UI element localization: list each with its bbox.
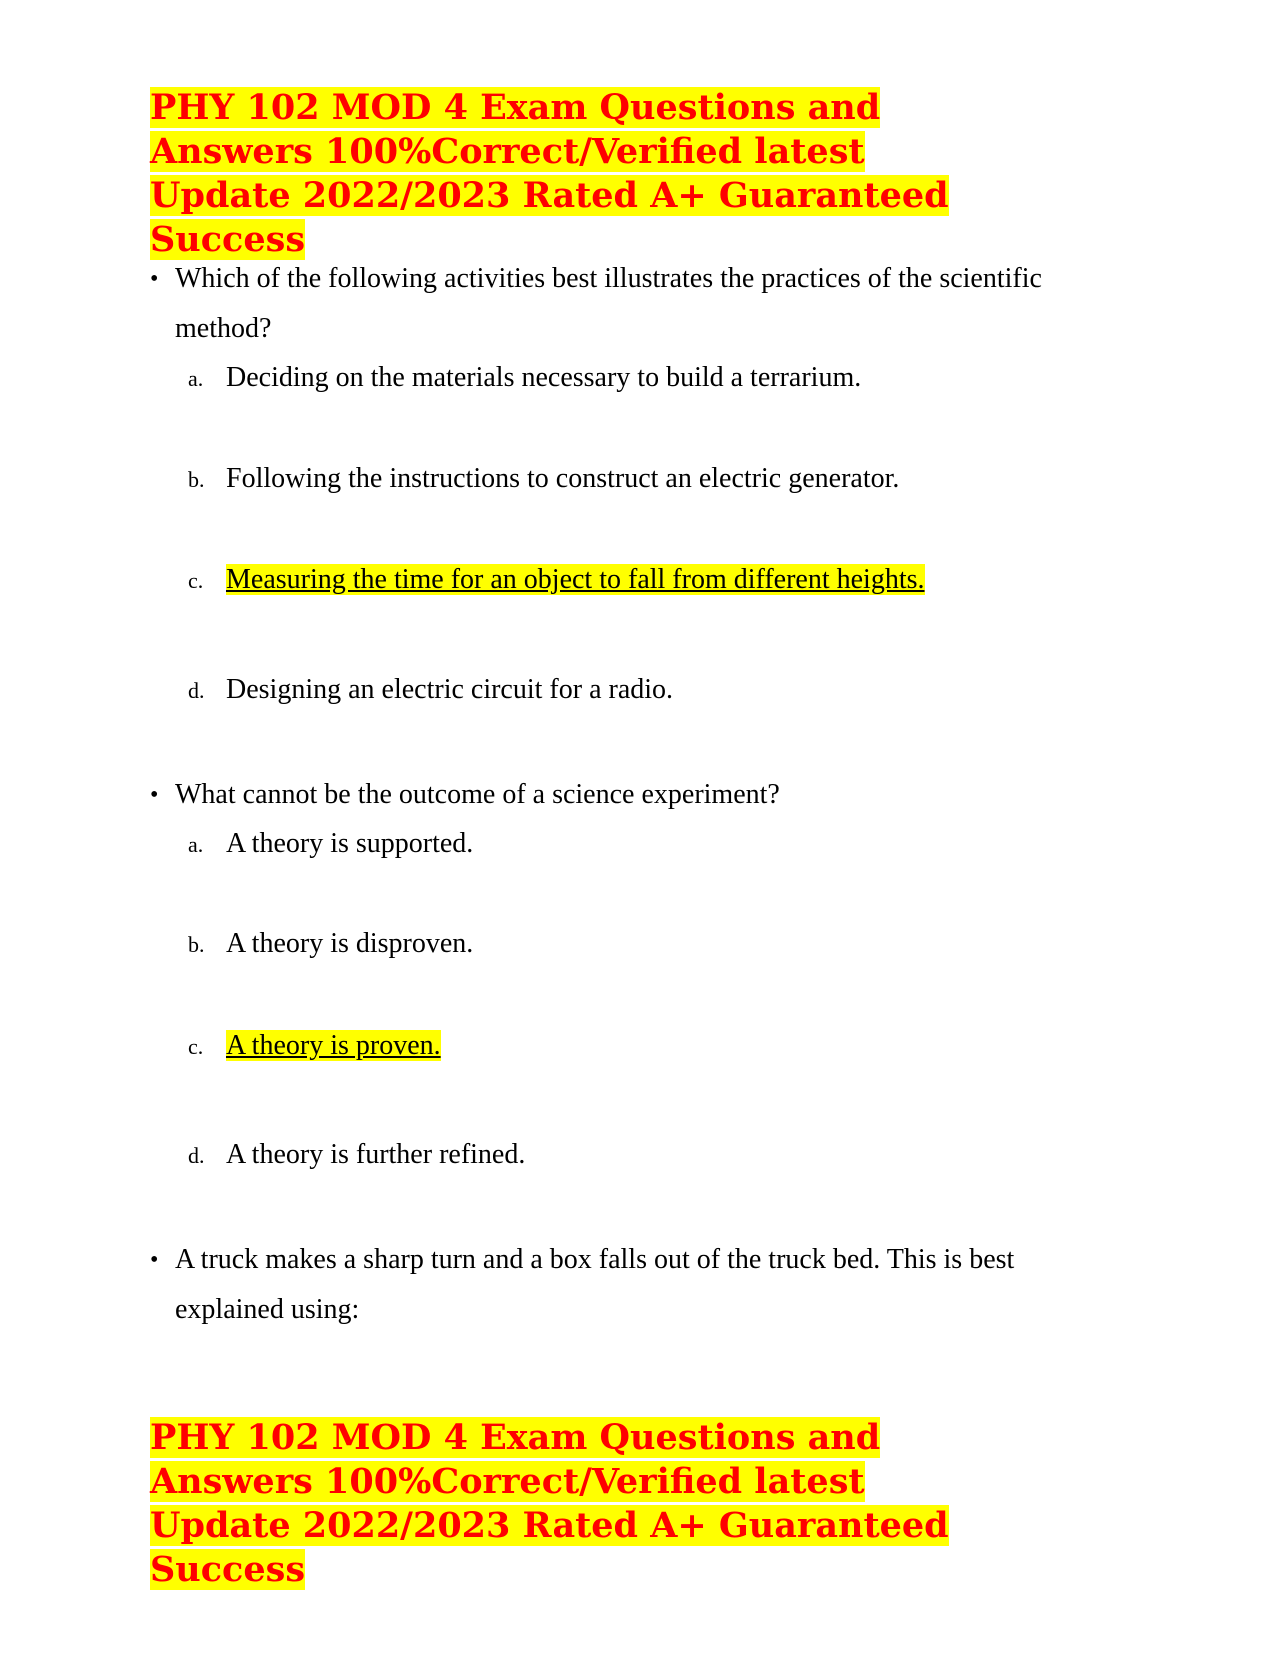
option-text: A theory is further refined.: [226, 1139, 526, 1170]
option-letter: d.: [188, 678, 205, 703]
option-text: A theory is disproven.: [226, 928, 474, 959]
title-line: PHY 102 MOD 4 Exam Questions and: [150, 1417, 881, 1458]
document-title-repeat: [150, 1416, 949, 1592]
option-letter: b.: [188, 932, 205, 957]
option-item-correct: [188, 1028, 441, 1065]
option-item: [188, 1137, 525, 1174]
title-line: Success: [150, 1549, 306, 1590]
option-text: Following the instructions to construct an electric generator.: [226, 463, 900, 494]
question-text: What cannot be the outcome of a science experiment?: [175, 779, 780, 810]
question-3: [150, 1235, 1110, 1335]
option-item-correct: [188, 562, 925, 599]
option-text: Deciding on the materials necessary to build a terrarium.: [226, 362, 862, 393]
correct-answer-text: Measuring the time for an object to fall from different heights.: [226, 564, 925, 595]
bullet-icon: •: [150, 1247, 159, 1273]
option-item: [188, 360, 861, 397]
option-text: Designing an electric circuit for a radio.: [226, 674, 674, 705]
option-letter: d.: [188, 1143, 205, 1168]
option-letter: b.: [188, 467, 205, 492]
option-item: [188, 926, 473, 963]
question-text: Which of the following activities best illustrates the practices of the scientific method?: [175, 263, 1042, 344]
option-text: A theory is supported.: [226, 828, 474, 859]
question-2: [150, 770, 1110, 820]
title-line: Success: [150, 219, 306, 260]
bullet-icon: •: [150, 782, 159, 808]
title-line: Answers 100%Correct/Verified latest: [150, 131, 865, 172]
title-line: Answers 100%Correct/Verified latest: [150, 1461, 865, 1502]
option-item: [188, 672, 673, 709]
option-item: [188, 826, 473, 863]
title-line: PHY 102 MOD 4 Exam Questions and: [150, 87, 881, 128]
title-line: Update 2022/2023 Rated A+ Guaranteed: [150, 1505, 949, 1546]
bullet-icon: •: [150, 266, 159, 292]
option-item: [188, 461, 899, 498]
question-text: A truck makes a sharp turn and a box falls out of the truck bed. This is best explained using:: [175, 1244, 1015, 1325]
option-letter: c.: [188, 1034, 204, 1059]
option-letter: a.: [188, 832, 204, 857]
option-letter: a.: [188, 366, 204, 391]
question-1: [150, 254, 1110, 354]
document-title: [150, 86, 949, 262]
correct-answer-text: A theory is proven.: [226, 1030, 441, 1061]
title-line: Update 2022/2023 Rated A+ Guaranteed: [150, 175, 949, 216]
option-letter: c.: [188, 568, 204, 593]
